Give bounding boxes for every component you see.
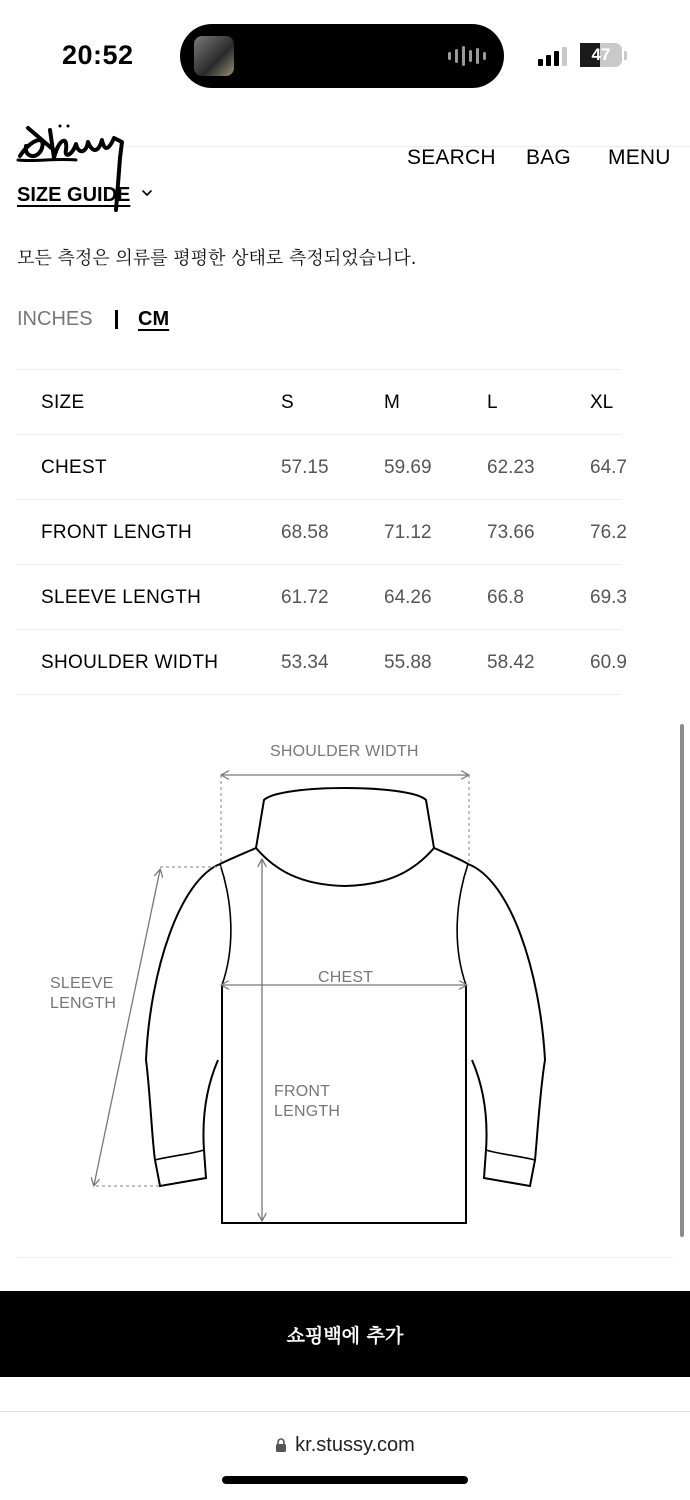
chest-label: CHEST (318, 969, 374, 986)
browser-url-bar[interactable] (0, 1411, 690, 1500)
front-length-label-line1: FRONT (274, 1083, 331, 1100)
status-bar (0, 0, 690, 100)
table-header-cell: M (384, 392, 400, 413)
signal-icon (538, 46, 567, 66)
table-cell: 62.23 (487, 457, 535, 478)
table-row (17, 565, 627, 630)
now-playing-thumbnail (194, 36, 234, 76)
dynamic-island[interactable] (180, 24, 504, 88)
table-cell: 69.3 (590, 587, 627, 608)
table-header-cell: XL (590, 392, 614, 413)
unit-inches-button[interactable]: INCHES (17, 308, 93, 330)
url-container (0, 1434, 690, 1457)
table-cell: 66.8 (487, 587, 524, 608)
table-cell: 64.7 (590, 457, 627, 478)
battery-cap (624, 51, 627, 60)
table-header-cell: S (281, 392, 294, 413)
status-time: 20:52 (62, 40, 134, 70)
lock-icon (275, 1438, 287, 1452)
url-text[interactable]: kr.stussy.com (295, 1434, 415, 1456)
table-row (17, 500, 627, 565)
nav-bag[interactable]: BAG (526, 146, 571, 169)
audio-wave-icon (448, 46, 486, 66)
unit-divider (115, 310, 118, 329)
battery-icon (580, 43, 622, 67)
measurement-note: 모든 측정은 의류를 평평한 상태로 측정되었습니다. (17, 248, 417, 269)
table-cell: 58.42 (487, 652, 535, 673)
sleeve-length-label-line1: SLEEVE (50, 975, 114, 992)
table-cell: 73.66 (487, 522, 535, 543)
table-cell: 76.2 (590, 522, 627, 543)
header-divider (120, 146, 690, 147)
table-cell: 61.72 (281, 587, 329, 608)
row-label: FRONT LENGTH (41, 522, 193, 543)
table-cell: 57.15 (281, 457, 329, 478)
table-cell: 55.88 (384, 652, 432, 673)
nav-menu[interactable]: MENU (608, 146, 671, 169)
table-row (17, 630, 627, 695)
table-cell: 64.26 (384, 587, 432, 608)
add-to-bag-button[interactable]: 쇼핑백에 추가 (0, 1291, 690, 1377)
nav-search[interactable]: SEARCH (407, 146, 496, 169)
hoodie-measurement-diagram (0, 730, 690, 1250)
diagram-divider (17, 1257, 673, 1258)
home-indicator[interactable] (222, 1476, 468, 1484)
unit-cm-button[interactable]: CM (138, 308, 170, 330)
table-cell: 60.9 (590, 652, 627, 673)
row-label: SHOULDER WIDTH (41, 652, 219, 673)
table-cell: 59.69 (384, 457, 432, 478)
table-header-cell: SIZE (41, 392, 85, 413)
battery-level: 47 (591, 45, 611, 64)
table-row (17, 435, 627, 500)
table-cell: 68.58 (281, 522, 329, 543)
size-guide-toggle[interactable]: SIZE GUIDE (17, 184, 131, 206)
front-length-label-line2: LENGTH (274, 1103, 341, 1120)
table-cell: 53.34 (281, 652, 329, 673)
size-table (17, 369, 627, 695)
sleeve-length-label-line2: LENGTH (50, 995, 117, 1012)
row-label: SLEEVE LENGTH (41, 587, 202, 608)
shoulder-width-label: SHOULDER WIDTH (270, 743, 419, 760)
table-cell: 71.12 (384, 522, 432, 543)
table-header-cell: L (487, 392, 498, 413)
table-header-row (17, 370, 621, 435)
chevron-down-icon[interactable] (140, 186, 154, 200)
row-label: CHEST (41, 457, 107, 478)
